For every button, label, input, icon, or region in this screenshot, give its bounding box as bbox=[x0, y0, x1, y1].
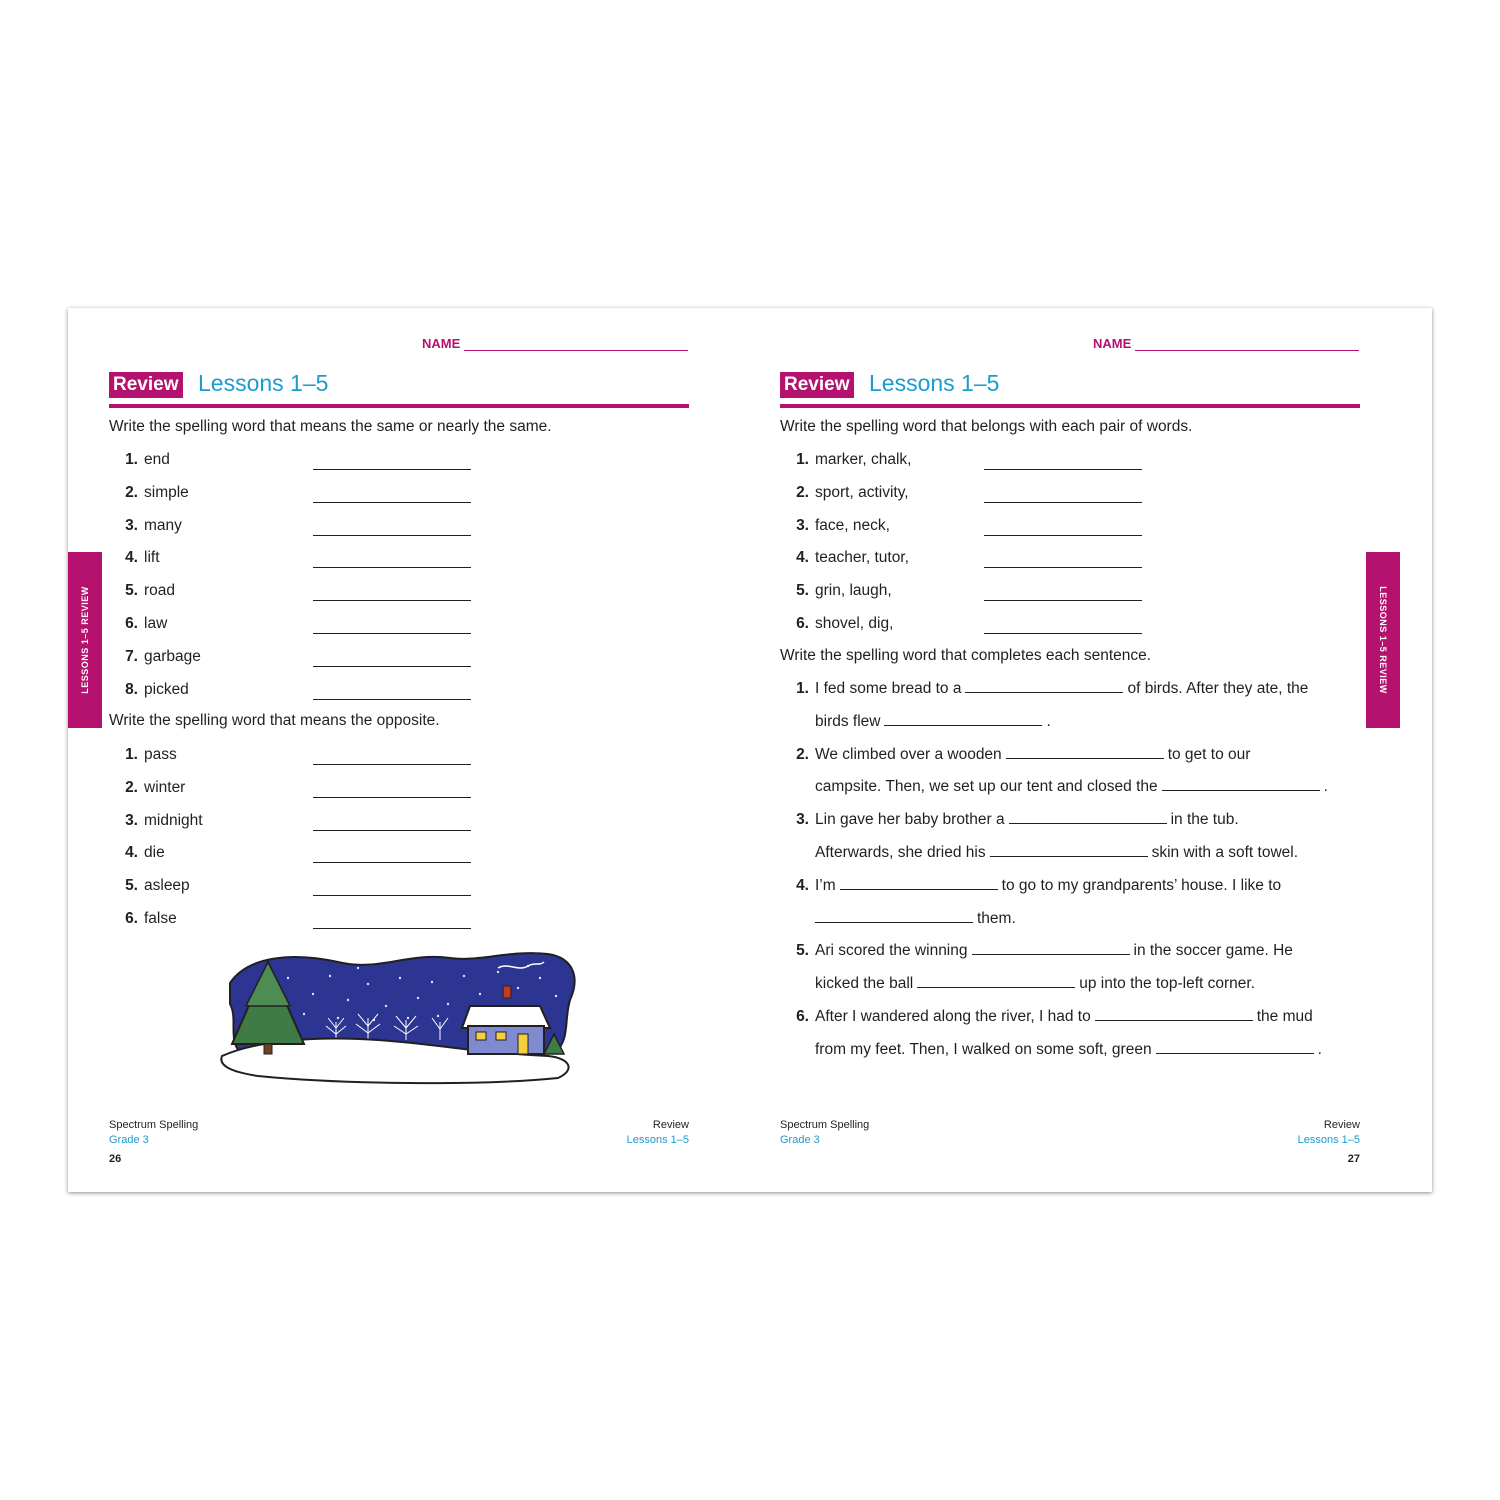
instruction: Write the spelling word that belongs with each pair of words. bbox=[780, 418, 1193, 435]
book-title: Spectrum Spelling bbox=[109, 1119, 199, 1131]
item-number: 4. bbox=[796, 549, 809, 567]
list-item bbox=[787, 582, 892, 600]
answer-blank[interactable] bbox=[313, 764, 471, 765]
instruction: Write the spelling word that completes each sentence. bbox=[780, 647, 1152, 664]
answer-blank[interactable] bbox=[313, 633, 471, 634]
page-number: 26 bbox=[109, 1153, 122, 1165]
sentence-text: kicked the ball bbox=[815, 975, 914, 993]
item-word: face, neck, bbox=[815, 516, 890, 534]
sentence-line bbox=[815, 1041, 1322, 1059]
sentence-text: . bbox=[1323, 778, 1328, 796]
name-line[interactable] bbox=[464, 338, 688, 351]
item-word: picked bbox=[144, 680, 189, 698]
item-number: 6. bbox=[796, 1008, 809, 1025]
answer-blank[interactable] bbox=[1156, 1041, 1314, 1054]
page-header bbox=[780, 370, 1360, 408]
item-number: 7. bbox=[125, 647, 138, 665]
section-label: Review bbox=[652, 1119, 689, 1131]
list-item bbox=[116, 484, 189, 502]
name-label: NAME bbox=[422, 336, 461, 351]
grade-label: Grade 3 bbox=[109, 1134, 149, 1146]
section-label: Review bbox=[1323, 1119, 1360, 1131]
item-number: 3. bbox=[125, 516, 138, 534]
answer-blank[interactable] bbox=[884, 713, 1042, 726]
sentence-text: up into the top-left corner. bbox=[1079, 975, 1256, 993]
item-word: marker, chalk, bbox=[815, 451, 912, 468]
sentence-line bbox=[787, 942, 1293, 960]
item-number: 4. bbox=[125, 549, 138, 567]
item-number: 2. bbox=[125, 778, 138, 796]
footer-section-info bbox=[1260, 1118, 1360, 1148]
item-number: 2. bbox=[125, 483, 138, 501]
answer-blank[interactable] bbox=[313, 699, 471, 700]
sentence-text: in the tub. bbox=[1170, 811, 1239, 829]
sentence-text: Ari scored the winning bbox=[815, 942, 968, 960]
item-number: 1. bbox=[796, 451, 809, 468]
answer-blank[interactable] bbox=[313, 797, 471, 798]
lessons-label: Lessons 1–5 bbox=[626, 1134, 689, 1146]
sentence-text: Lin gave her baby brother a bbox=[815, 811, 1005, 829]
item-number: 5. bbox=[796, 942, 809, 960]
answer-blank[interactable] bbox=[984, 502, 1142, 503]
review-tag: Review bbox=[109, 372, 183, 398]
list-item bbox=[116, 779, 185, 797]
footer-book-info bbox=[780, 1118, 869, 1148]
sentence-line bbox=[815, 844, 1298, 862]
answer-blank[interactable] bbox=[1162, 778, 1320, 791]
item-number: 5. bbox=[125, 582, 138, 600]
lessons-label: Lessons 1–5 bbox=[1297, 1134, 1360, 1146]
list-item bbox=[116, 877, 190, 895]
list-item bbox=[116, 451, 170, 469]
right-page bbox=[750, 308, 1432, 1192]
item-number: 4. bbox=[796, 876, 809, 894]
item-word: asleep bbox=[144, 877, 190, 895]
list-item bbox=[116, 582, 175, 600]
sentence-line bbox=[815, 975, 1255, 993]
item-number: 3. bbox=[125, 811, 138, 829]
winter-night-illustration bbox=[218, 948, 580, 1086]
workbook-spread bbox=[68, 308, 1432, 1192]
item-word: law bbox=[144, 615, 168, 632]
list-item bbox=[116, 517, 182, 535]
answer-blank[interactable] bbox=[313, 469, 471, 470]
sentence-line bbox=[787, 680, 1308, 698]
item-word: simple bbox=[144, 483, 189, 501]
answer-blank[interactable] bbox=[984, 567, 1142, 568]
answer-blank[interactable] bbox=[984, 600, 1142, 601]
sentence-text: from my feet. Then, I walked on some soft, green bbox=[815, 1040, 1152, 1058]
answer-blank[interactable] bbox=[990, 844, 1148, 857]
review-tag: Review bbox=[780, 372, 854, 398]
left-page bbox=[68, 308, 750, 1192]
answer-blank[interactable] bbox=[313, 928, 471, 929]
footer-book-info bbox=[109, 1118, 198, 1148]
list-item bbox=[787, 549, 909, 567]
item-word: winter bbox=[144, 778, 186, 796]
sentence-text: to go to my grandparents’ house. I like to bbox=[1001, 876, 1282, 894]
answer-blank[interactable] bbox=[984, 469, 1142, 470]
item-number: 2. bbox=[796, 483, 809, 501]
item-number: 6. bbox=[125, 910, 138, 927]
sentence-text: I fed some bread to a bbox=[815, 680, 962, 697]
item-number: 1. bbox=[125, 451, 138, 468]
answer-blank[interactable] bbox=[840, 877, 998, 890]
sentence-line bbox=[787, 746, 1250, 764]
sentence-text: We climbed over a wooden bbox=[815, 745, 1002, 763]
list-item bbox=[116, 844, 165, 862]
sentence-text: of birds. After they ate, the bbox=[1127, 680, 1309, 697]
lessons-title: Lessons 1–5 bbox=[198, 370, 329, 396]
item-number: 1. bbox=[796, 680, 809, 697]
page-number: 27 bbox=[1347, 1153, 1360, 1165]
list-item bbox=[116, 812, 203, 830]
list-item bbox=[787, 517, 890, 535]
sentence-text: skin with a soft towel. bbox=[1151, 844, 1299, 861]
side-tab-label: LESSONS 1–5 REVIEW bbox=[80, 586, 90, 694]
list-item bbox=[116, 746, 177, 764]
sentence-text: them. bbox=[977, 909, 1016, 927]
instruction: Write the spelling word that means the opposite. bbox=[109, 712, 440, 729]
name-field bbox=[1093, 336, 1359, 351]
sentence-text: the mud bbox=[1256, 1008, 1313, 1025]
instruction: Write the spelling word that means the same or nearly the same. bbox=[109, 418, 552, 435]
item-word: many bbox=[144, 516, 182, 534]
item-word: false bbox=[144, 910, 177, 927]
item-number: 5. bbox=[796, 582, 809, 600]
answer-blank[interactable] bbox=[965, 680, 1123, 693]
grade-label: Grade 3 bbox=[780, 1134, 820, 1146]
item-word: sport, activity, bbox=[815, 483, 909, 501]
sentence-text: campsite. Then, we set up our tent and closed the bbox=[815, 778, 1158, 796]
answer-blank[interactable] bbox=[313, 567, 471, 568]
item-number: 8. bbox=[125, 680, 138, 698]
side-tab-label: LESSONS 1–5 REVIEW bbox=[1378, 586, 1388, 694]
sentence-line bbox=[815, 713, 1051, 731]
answer-blank[interactable] bbox=[1006, 746, 1164, 759]
name-label: NAME bbox=[1093, 336, 1132, 351]
sentence-line bbox=[787, 877, 1281, 895]
sentence-text: . bbox=[1317, 1040, 1322, 1058]
page-header bbox=[109, 370, 689, 408]
item-word: garbage bbox=[144, 647, 201, 665]
item-number: 2. bbox=[796, 745, 809, 763]
item-number: 6. bbox=[796, 615, 809, 632]
sentence-text: birds flew bbox=[815, 712, 881, 730]
sentence-line bbox=[787, 811, 1239, 829]
item-word: road bbox=[144, 582, 176, 600]
list-item bbox=[787, 484, 909, 502]
item-word: grin, laugh, bbox=[815, 582, 892, 600]
answer-blank[interactable] bbox=[815, 910, 973, 923]
item-number: 3. bbox=[796, 811, 809, 829]
sentence-text: I’m bbox=[815, 876, 836, 894]
answer-blank[interactable] bbox=[984, 535, 1142, 536]
item-word: end bbox=[144, 451, 170, 468]
answer-blank[interactable] bbox=[1009, 811, 1167, 824]
sentence-line bbox=[815, 778, 1328, 796]
lessons-title: Lessons 1–5 bbox=[869, 370, 1000, 396]
sentence-text: Afterwards, she dried his bbox=[815, 844, 986, 861]
item-word: lift bbox=[144, 549, 160, 567]
answer-blank[interactable] bbox=[972, 942, 1130, 955]
side-tab bbox=[68, 552, 102, 728]
answer-blank[interactable] bbox=[313, 830, 471, 831]
sentence-text: in the soccer game. He bbox=[1133, 942, 1293, 960]
item-word: die bbox=[144, 844, 165, 862]
footer-section-info bbox=[589, 1118, 689, 1148]
item-number: 6. bbox=[125, 615, 138, 632]
item-word: pass bbox=[144, 746, 177, 763]
list-item bbox=[116, 681, 189, 699]
list-item bbox=[787, 615, 893, 633]
list-item bbox=[116, 549, 160, 567]
answer-blank[interactable] bbox=[313, 862, 471, 863]
answer-blank[interactable] bbox=[984, 633, 1142, 634]
item-number: 3. bbox=[796, 516, 809, 534]
item-word: midnight bbox=[144, 811, 203, 829]
answer-blank[interactable] bbox=[313, 600, 471, 601]
answer-blank[interactable] bbox=[313, 502, 471, 503]
item-number: 1. bbox=[125, 746, 138, 763]
answer-blank[interactable] bbox=[313, 666, 471, 667]
book-title: Spectrum Spelling bbox=[780, 1119, 870, 1131]
item-word: teacher, tutor, bbox=[815, 549, 909, 567]
item-number: 4. bbox=[125, 844, 138, 862]
list-item bbox=[116, 615, 167, 633]
name-line[interactable] bbox=[1135, 338, 1359, 351]
side-tab bbox=[1366, 552, 1400, 728]
answer-blank[interactable] bbox=[313, 895, 471, 896]
answer-blank[interactable] bbox=[917, 975, 1075, 988]
item-number: 5. bbox=[125, 877, 138, 895]
item-word: shovel, dig, bbox=[815, 615, 894, 632]
sentence-line bbox=[815, 910, 1016, 928]
list-item bbox=[116, 910, 177, 928]
sentence-text: After I wandered along the river, I had to bbox=[815, 1008, 1091, 1025]
sentence-line bbox=[787, 1008, 1313, 1026]
answer-blank[interactable] bbox=[313, 535, 471, 536]
sentence-text: to get to our bbox=[1167, 745, 1251, 763]
answer-blank[interactable] bbox=[1095, 1008, 1253, 1021]
list-item bbox=[116, 648, 201, 666]
name-field bbox=[422, 336, 688, 351]
sentence-text: . bbox=[1046, 712, 1051, 730]
list-item bbox=[787, 451, 911, 469]
